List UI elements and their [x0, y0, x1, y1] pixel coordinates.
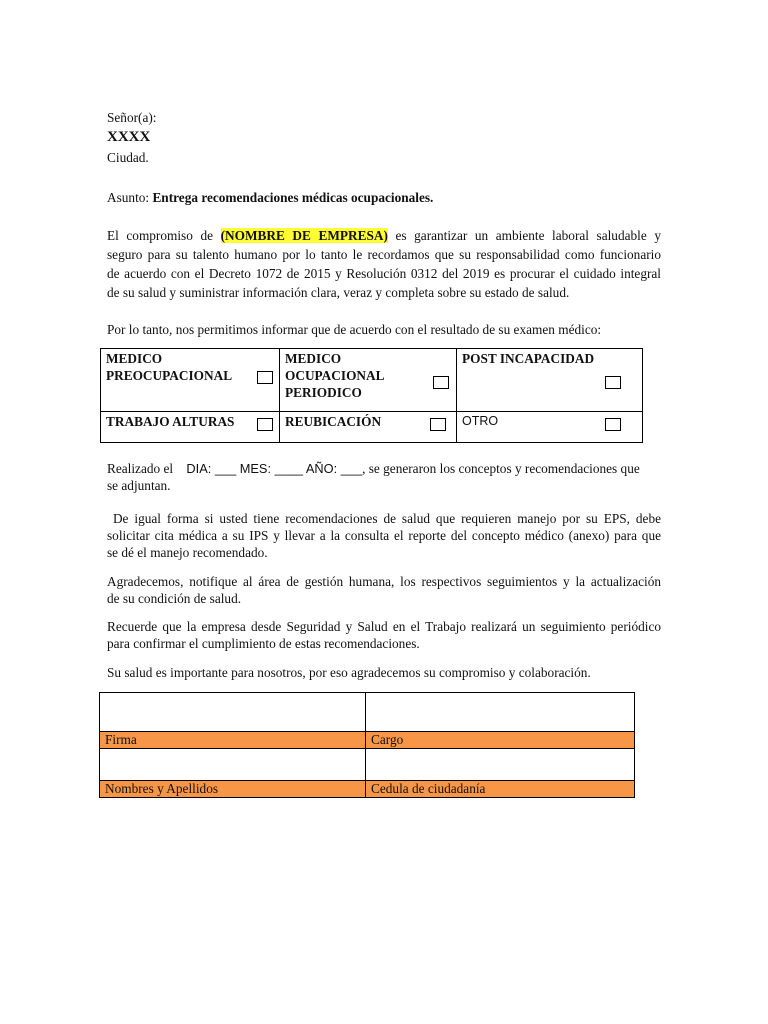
- salutation: Señor(a):: [107, 110, 157, 125]
- paragraph-1-line-3: de acuerdo con el Decreto 1072 de 2015 y Resolución 0312 del 2019 es procurar el cuidado integral: [107, 266, 661, 281]
- exam-cell-periodico: [280, 349, 457, 412]
- exam-cell-reubicacion: [280, 412, 457, 443]
- date-paragraph-line-1: [107, 460, 661, 478]
- exam-cell-otro: [457, 412, 643, 443]
- paragraph-3-line-3: se dé el manejo recomendado.: [107, 545, 268, 560]
- cedula-label: Cedula de ciudadanía: [366, 781, 635, 798]
- exam-type-table: [100, 348, 643, 443]
- nombres-label: Nombres y Apellidos: [100, 781, 366, 798]
- checkbox-trabajo-alturas[interactable]: [257, 418, 273, 431]
- checkbox-reubicacion[interactable]: [430, 418, 446, 431]
- date-paragraph-text: , se generaron los conceptos y recomendaciones que: [362, 461, 640, 476]
- checkbox-otro[interactable]: [605, 418, 621, 431]
- paragraph-4-line-1: Agradecemos, notifique al área de gestión humana, los respectivos seguimientos y la actualización: [107, 574, 661, 589]
- exam-label-preocupacional-1: MEDICO: [106, 351, 163, 366]
- cargo-label: Cargo: [366, 732, 635, 749]
- paragraph-3-line-1: De igual forma si usted tiene recomendaciones de salud que requieren manejo por su EPS, debe: [107, 511, 661, 526]
- exam-label-reubicacion: REUBICACIÓN: [285, 414, 382, 429]
- paragraph-5-line-1: Recuerde que la empresa desde Seguridad y Salud en el Trabajo realizará un seguimiento periódico: [107, 619, 661, 634]
- exam-label-periodico-3: PERIODICO: [285, 385, 362, 400]
- exam-label-otro: OTRO: [462, 414, 499, 428]
- paragraph-1-text: El compromiso de: [107, 228, 213, 243]
- exam-label-post-incapacidad: POST INCAPACIDAD: [462, 351, 595, 366]
- exam-label-periodico-2: OCUPACIONAL: [285, 368, 385, 383]
- paragraph-1-line-4: de su salud y suministrar información clara, veraz y completa sobre su estado de salud.: [107, 285, 570, 300]
- cargo-field[interactable]: [366, 693, 635, 732]
- paragraph-2: Por lo tanto, nos permitimos informar que de acuerdo con el resultado de su examen médico:: [107, 322, 602, 337]
- paragraph-1-line-1: [107, 227, 661, 245]
- checkbox-preocupacional[interactable]: [257, 371, 273, 384]
- exam-label-preocupacional-2: PREOCUPACIONAL: [106, 368, 233, 383]
- firma-label: Firma: [100, 732, 366, 749]
- paragraph-3-line-2: solicitar cita médica a su IPS y llevar a la consulta el reporte del concepto médico (anexo) para que: [107, 528, 661, 543]
- date-fields: DIA: ___ MES: ____ AÑO: ___: [186, 461, 363, 476]
- exam-cell-preocupacional: [101, 349, 280, 412]
- paragraph-5-line-2: para confirmar el cumplimiento de estas recomendaciones.: [107, 636, 420, 651]
- company-name-placeholder: (NOMBRE DE EMPRESA): [220, 228, 388, 243]
- date-paragraph-text: Realizado el: [107, 461, 174, 476]
- paragraph-4-line-2: de su condición de salud.: [107, 591, 242, 606]
- subject-line: [107, 190, 433, 206]
- exam-cell-post-incapacidad: [457, 349, 643, 412]
- cedula-field[interactable]: [366, 749, 635, 781]
- exam-label-periodico-1: MEDICO: [285, 351, 342, 366]
- paragraph-1-text: es garantizar un ambiente laboral saludable y: [395, 228, 661, 243]
- checkbox-post-incapacidad[interactable]: [605, 376, 621, 389]
- nombres-field[interactable]: [100, 749, 366, 781]
- paragraph-1-line-2: seguro para su talento humano por lo tanto le recordamos que su responsabilidad como funcionario: [107, 247, 661, 262]
- date-paragraph-line-2: se adjuntan.: [107, 478, 171, 493]
- exam-label-trabajo-alturas: TRABAJO ALTURAS: [106, 414, 235, 429]
- subject-text: Entrega recomendaciones médicas ocupacionales.: [152, 190, 434, 205]
- subject-label: Asunto:: [107, 190, 153, 205]
- firma-field[interactable]: [100, 693, 366, 732]
- paragraph-6: Su salud es importante para nosotros, por eso agradecemos su compromiso y colaboración.: [107, 665, 591, 680]
- exam-cell-trabajo-alturas: [101, 412, 280, 443]
- checkbox-periodico[interactable]: [433, 376, 449, 389]
- signature-table: [99, 692, 635, 798]
- recipient-name: XXXX: [107, 129, 151, 145]
- recipient-city: Ciudad.: [107, 150, 149, 165]
